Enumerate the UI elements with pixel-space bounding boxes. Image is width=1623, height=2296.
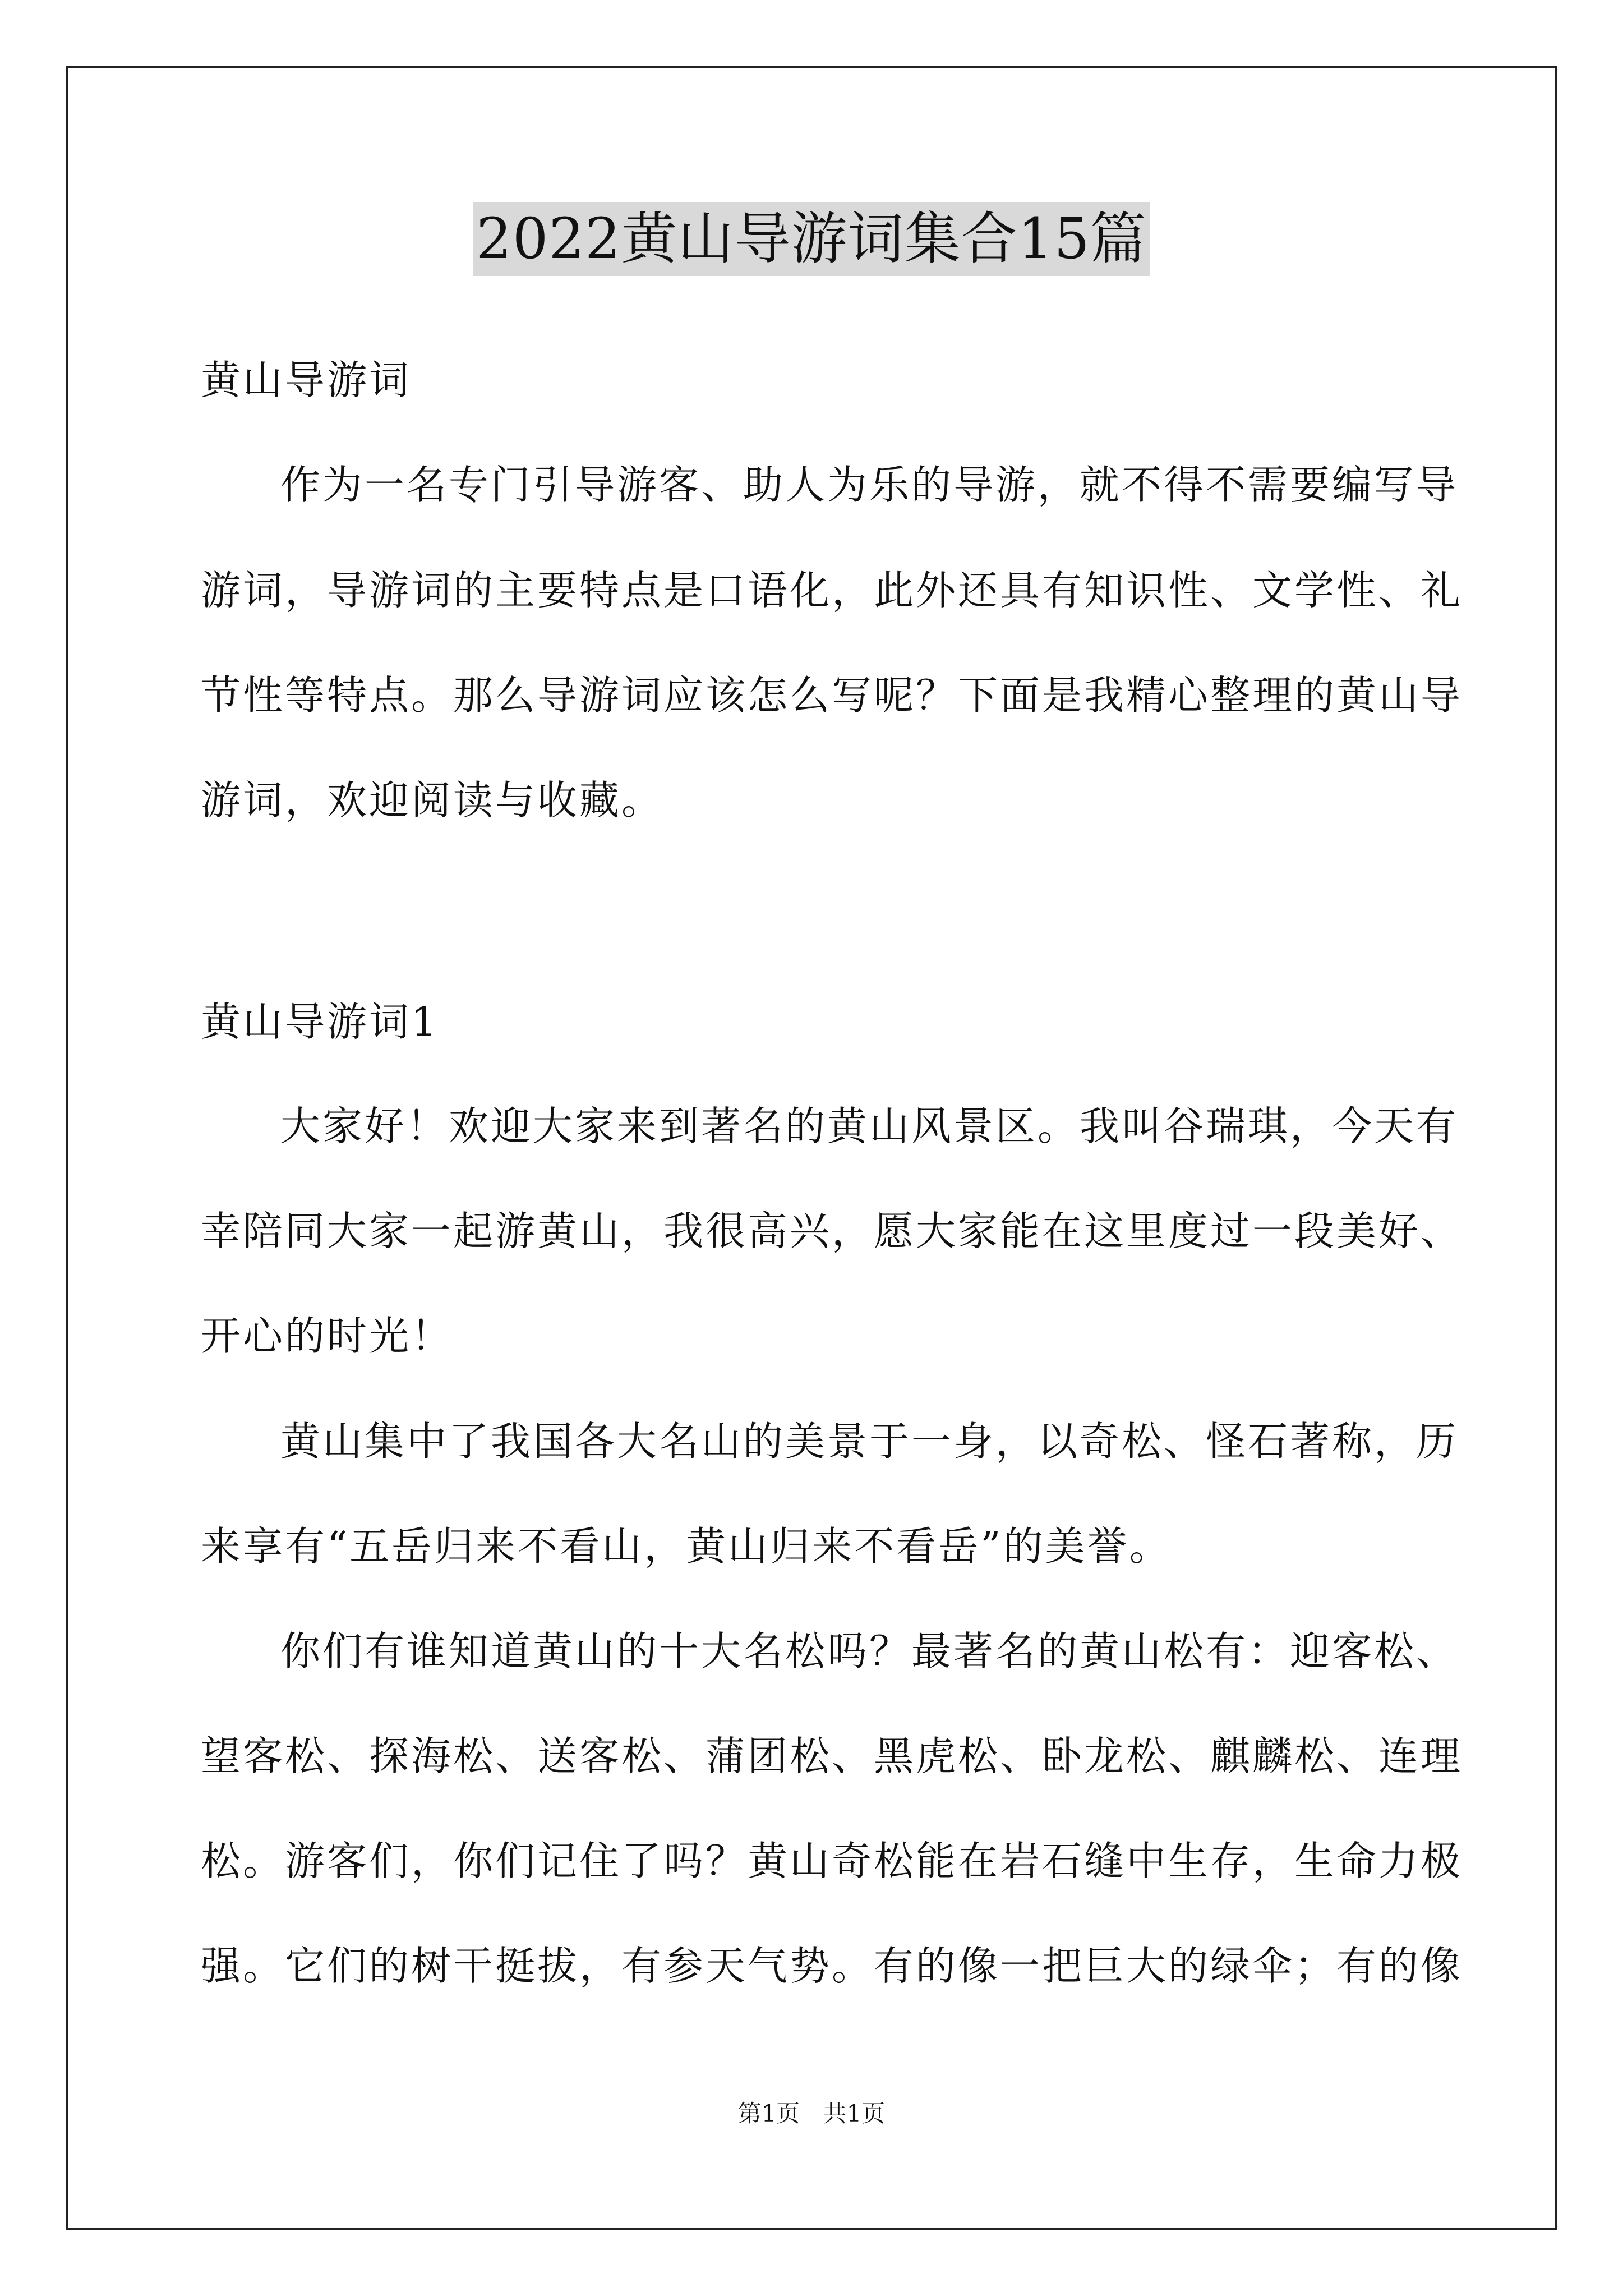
page-total: 共1页 [823,2100,886,2127]
para3-line-3: 松。游客们，你们记住了吗？黄山奇松能在岩石缝中生存，生命力极 [201,1838,1463,1884]
intro-line-4: 游词，欢迎阅读与收藏。 [201,777,664,823]
intro-line-1: 作为一名专门引导游客、助人为乐的导游，就不得不需要编写导 [280,462,1459,508]
para3-line-1: 你们有谁知道黄山的十大名松吗？最著名的黄山松有：迎客松、 [280,1628,1459,1674]
intro-line-3: 节性等特点。那么导游词应该怎么写呢？下面是我精心整理的黄山导 [201,672,1463,719]
para2-line-2: 来享有“五岳归来不看山，黄山归来不看岳”的美誉。 [201,1523,1172,1570]
para3-line-2: 望客松、探海松、送客松、蒲团松、黑虎松、卧龙松、麒麟松、连理 [201,1733,1463,1779]
para1-line-2: 幸陪同大家一起游黄山，我很高兴，愿大家能在这里度过一段美好、 [201,1208,1463,1254]
para1-line-1: 大家好！欢迎大家来到著名的黄山风景区。我叫谷瑞琪，今天有 [280,1103,1459,1149]
page-footer [0,2098,1623,2129]
section-heading-intro: 黄山导游词 [201,357,412,403]
para3-line-4: 强。它们的树干挺拔，有参天气势。有的像一把巨大的绿伞；有的像 [201,1943,1463,1989]
document-title-wrap [0,202,1623,276]
para1-line-3: 开心的时光！ [201,1313,454,1359]
document-title: 2022黄山导游词集合15篇 [473,202,1150,276]
para2-line-1: 黄山集中了我国各大名山的美景于一身，以奇松、怪石著称，历 [280,1418,1459,1465]
intro-line-2: 游词，导游词的主要特点是口语化，此外还具有知识性、文学性、礼 [201,567,1463,614]
section-heading-1: 黄山导游词1 [201,999,439,1045]
page-number: 第1页 [737,2100,800,2127]
